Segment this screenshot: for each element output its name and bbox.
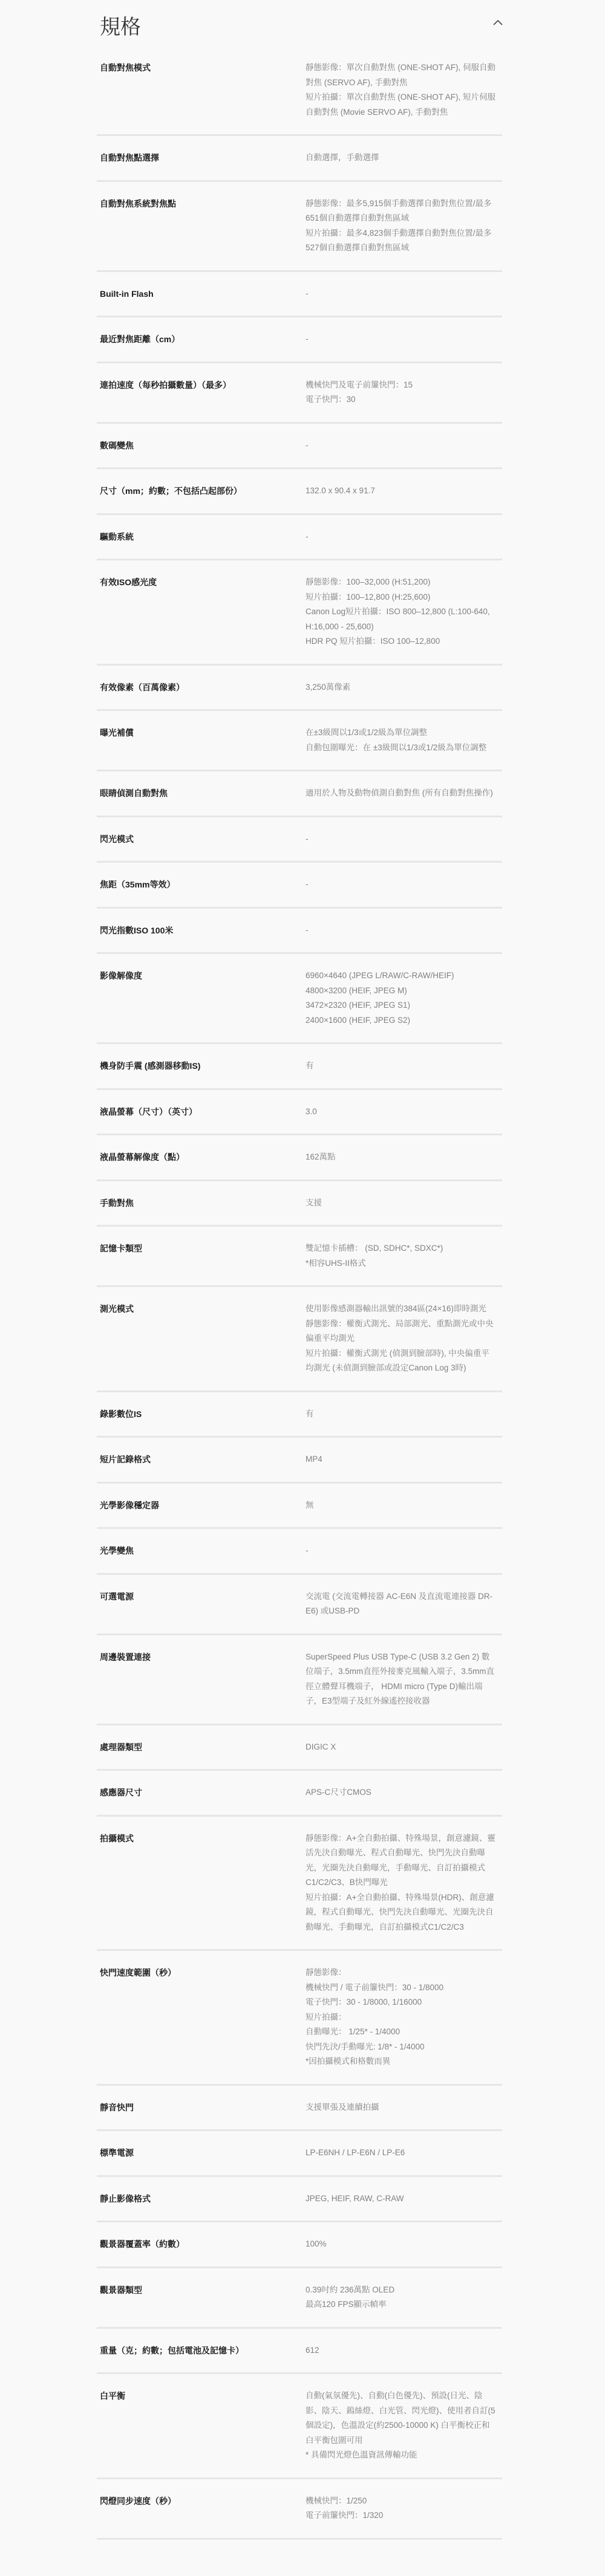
spec-row xyxy=(97,136,502,182)
spec-value xyxy=(306,1452,502,1467)
spec-value xyxy=(306,968,502,1028)
spec-label: 焦距（35mm等效） xyxy=(100,880,175,889)
spec-label: 手動對焦 xyxy=(100,1198,134,1208)
spec-value-line: 雙記憶卡插槽： (SD, SDHC*, SDXC*) xyxy=(306,1244,443,1253)
spec-value xyxy=(306,725,502,755)
spec-label: 機身防手震 (感測器移動IS) xyxy=(100,1061,201,1071)
spec-label: 自動對焦點選擇 xyxy=(100,153,159,163)
spec-label: Built-in Flash xyxy=(100,288,154,299)
spec-value-line: 機械快門：1/250 xyxy=(306,2496,367,2505)
spec-label: 短片記錄格式 xyxy=(100,1455,151,1464)
spec-label: 測光模式 xyxy=(100,1304,134,1314)
spec-label: 標準電源 xyxy=(100,2148,134,2158)
spec-value xyxy=(306,151,502,166)
spec-value xyxy=(306,2389,502,2463)
spec-label: 感應器尺寸 xyxy=(100,1788,142,1797)
spec-value-line: 0.39吋約 236萬點 OLED xyxy=(306,2285,395,2294)
spec-value-line: 612 xyxy=(306,2345,319,2355)
spec-row xyxy=(97,1575,502,1635)
spec-value-line: 短片拍攝： xyxy=(306,2012,347,2022)
spec-value xyxy=(306,786,502,801)
spec-label: 閃燈同步速度（秒） xyxy=(100,2496,176,2506)
spec-value-line: - xyxy=(306,925,309,935)
spec-value xyxy=(306,287,502,302)
spec-value xyxy=(306,1543,502,1559)
spec-row xyxy=(97,1817,502,1951)
spec-label: 最近對焦距離（cm） xyxy=(100,334,180,344)
spec-value-line: 支援 xyxy=(306,1198,322,1207)
spec-value-line: 短片拍攝：最多4,823個手動選擇自動對焦位置/最多527個自動選擇自動對焦區域 xyxy=(306,228,492,252)
spec-row xyxy=(97,2086,502,2132)
spec-row xyxy=(97,1044,502,1090)
spec-value xyxy=(306,332,502,347)
spec-value-line: 靜態影像： xyxy=(306,1968,347,1977)
spec-label: 閃光模式 xyxy=(100,834,134,844)
spec-value xyxy=(306,2100,502,2115)
spec-table xyxy=(97,60,502,2540)
spec-row xyxy=(97,1771,502,1817)
spec-value-line: 3472×2320 (HEIF, JPEG S1) xyxy=(306,1001,410,1010)
spec-value-line: 支援單張及連續拍攝 xyxy=(306,2102,379,2112)
spec-label: 有效像素（百萬像素） xyxy=(100,682,185,692)
spec-value xyxy=(306,1302,502,1376)
spec-value-line: JPEG, HEIF, RAW, C-RAW xyxy=(306,2193,404,2203)
spec-value-line: 短片拍攝：100–12,800 (H:25,600) xyxy=(306,592,431,602)
chevron-up-icon xyxy=(492,19,503,26)
spec-value-line: DIGIC X xyxy=(306,1742,336,1751)
spec-value xyxy=(306,60,502,120)
spec-value-line: 短片拍攝：權衡式測光 (偵測到臉部時), 中央偏重平均測光 (未偵測到臉部或設定Canon Log 3時) xyxy=(306,1348,489,1372)
spec-value-line: 最高120 FPS顯示幀率 xyxy=(306,2300,387,2309)
spec-value-line: 自動包圍曝光：在 ±3級間以1/3或1/2級為單位調整 xyxy=(306,742,487,752)
spec-row xyxy=(97,1227,502,1287)
spec-label: 曝光補償 xyxy=(100,728,134,738)
spec-label: 影像解像度 xyxy=(100,971,142,981)
spec-value xyxy=(306,575,502,649)
spec-value-line: 短片拍攝：A+全自動拍攝、特殊場景(HDR)、創意濾鏡，程式自動曝光、快門先決自動曝光、光圈先決自動曝光、手動曝光，自訂拍攝模式C1/C2/C3 xyxy=(306,1892,494,1932)
spec-value-line: 短片拍攝：單次自動對焦 (ONE-SHOT AF), 短片伺服自動對焦 (Movie SERVO AF), 手動對焦 xyxy=(306,92,496,117)
spec-value-line: *相容UHS-II格式 xyxy=(306,1258,366,1268)
spec-label: 數碼變焦 xyxy=(100,440,134,450)
spec-value-line: 電子快門：30 - 1/8000, 1/16000 xyxy=(306,1997,422,2007)
spec-row xyxy=(97,2177,502,2223)
spec-value xyxy=(306,196,502,256)
spec-label: 液晶螢幕（尺寸）（英寸） xyxy=(100,1106,197,1117)
spec-value-line: 6960×4640 (JPEG L/RAW/C-RAW/HEIF) xyxy=(306,971,454,980)
spec-row xyxy=(97,272,502,318)
spec-value-line: 自動(氣氛優先)、自動(白色優先)、預設(日光、陰影、陰天、鎢絲燈、白光管、閃光燈)、使用者自訂(5個設定)，色溫設定(約2500-10000 K) 白平衡校正和白平衡包圍可用 xyxy=(306,2391,495,2445)
spec-value-line: SuperSpeed Plus USB Type-C (USB 3.2 Gen 2) 數位端子，3.5mm直徑外接麥克風輸入端子，3.5mm直徑立體聲耳機端子， HDMI micro (Type D)輸出端子，E3型端子及紅外線遙控接收器 xyxy=(306,1652,495,1705)
spec-value-line: 靜態影像：A+全自動拍攝、特殊場景，創意濾鏡、靈活先決自動曝光、程式自動曝光、快門先決自動曝光，光圈先決自動曝光，手動曝光、自訂拍攝模式C1/C2/C3、B快門曝光 xyxy=(306,1833,495,1887)
spec-value-line: 靜態影像：單次自動對焦 (ONE-SHOT AF), 伺服自動對焦 (SERVO AF), 手動對焦 xyxy=(306,63,496,87)
spec-value-line: 電子快門：30 xyxy=(306,395,356,404)
spec-value-line: 自動選擇，手動選擇 xyxy=(306,153,379,162)
spec-value-line: 在±3級間以1/3或1/2級為單位調整 xyxy=(306,728,427,737)
spec-row xyxy=(97,2329,502,2375)
spec-value-line: LP-E6NH / LP-E6N / LP-E6 xyxy=(306,2148,405,2157)
spec-row xyxy=(97,363,502,424)
spec-value xyxy=(306,1650,502,1709)
spec-value xyxy=(306,832,502,847)
spec-value-line: 適用於人物及動物偵測自動對焦 (所有自動對焦操作) xyxy=(306,788,493,797)
spec-value-line: 交流電 (交流電轉接器 AC-E6N 及直流電連接器 DR-E6) 或USB-PD xyxy=(306,1591,493,1615)
spec-label: 靜音快門 xyxy=(100,2102,134,2112)
collapse-button[interactable] xyxy=(489,13,507,31)
spec-row xyxy=(97,2268,502,2329)
spec-value-line: - xyxy=(306,880,309,889)
spec-value-line: 靜態影像：100–32,000 (H:51,200) xyxy=(306,577,431,586)
spec-value-line: 機械快門 / 電子前簾快門：30 - 1/8000 xyxy=(306,1982,444,1992)
spec-value-line: *因拍攝模式和格數而異 xyxy=(306,2057,391,2066)
spec-row xyxy=(97,2131,502,2177)
spec-label: 自動對焦系統對焦點 xyxy=(100,198,176,209)
spec-value-line: APS-C尺寸CMOS xyxy=(306,1788,371,1797)
spec-row xyxy=(97,1135,502,1181)
spec-value-line: 自動曝光： 1/25* - 1/4000 xyxy=(306,2027,401,2036)
spec-value xyxy=(306,680,502,695)
spec-value-line: Canon Log短片拍攝：ISO 800–12,800 (L:100-640, H:16,000 - 25,600) xyxy=(306,607,490,631)
spec-row xyxy=(97,1529,502,1575)
spec-label: 有效ISO感光度 xyxy=(100,577,157,587)
spec-value xyxy=(306,1150,502,1165)
spec-row xyxy=(97,515,502,561)
spec-row xyxy=(97,1287,502,1392)
spec-value xyxy=(306,1831,502,1935)
spec-label: 觀景器類型 xyxy=(100,2285,142,2295)
spec-row xyxy=(97,1484,502,1530)
spec-value xyxy=(306,2283,502,2312)
spec-row xyxy=(97,2374,502,2479)
spec-row xyxy=(97,317,502,363)
spec-value-line: - xyxy=(306,834,309,843)
spec-value xyxy=(306,1407,502,1422)
section-header xyxy=(0,0,605,60)
spec-value-line: MP4 xyxy=(306,1455,322,1464)
spec-value-line: 3.0 xyxy=(306,1106,317,1116)
spec-value-line: 電子前簾快門：1/320 xyxy=(306,2511,384,2520)
spec-value xyxy=(306,1498,502,1513)
spec-row xyxy=(97,1392,502,1438)
spec-label: 光學變焦 xyxy=(100,1546,134,1556)
spec-row xyxy=(97,2222,502,2268)
spec-value xyxy=(306,1965,502,2069)
spec-label: 處理器類型 xyxy=(100,1742,142,1752)
spec-row xyxy=(97,560,502,666)
spec-value-line: 有 xyxy=(306,1409,314,1418)
spec-label: 白平衡 xyxy=(100,2391,125,2401)
spec-row xyxy=(97,666,502,712)
spec-value-line: 快門先決/手動曝光: 1/8* - 1/4000 xyxy=(306,2042,425,2051)
spec-row xyxy=(97,424,502,470)
spec-value xyxy=(306,530,502,545)
spec-value xyxy=(306,1196,502,1211)
spec-value xyxy=(306,2343,502,2358)
spec-row xyxy=(97,1181,502,1227)
spec-value-line: 3,250萬像素 xyxy=(306,682,351,692)
spec-value-line: 2400×1600 (HEIF, JPEG S2) xyxy=(306,1015,410,1025)
spec-value-line: 100% xyxy=(306,2239,327,2248)
spec-value-line: 靜態影像：最多5,915個手動選擇自動對焦位置/最多651個自動選擇自動對焦區域 xyxy=(306,198,492,222)
spec-value xyxy=(306,923,502,938)
spec-label: 記憶卡類型 xyxy=(100,1244,142,1253)
spec-label: 重量（克；約數；包括電池及記憶卡） xyxy=(100,2345,244,2355)
spec-row xyxy=(97,1438,502,1484)
spec-value-line: 靜態影像：權衡式測光、局部測光、重點測光或中央偏重平均測光 xyxy=(306,1319,494,1343)
spec-value xyxy=(306,1740,502,1755)
spec-row xyxy=(97,469,502,515)
spec-row xyxy=(97,60,502,136)
spec-label: 自動對焦模式 xyxy=(100,63,151,73)
spec-row xyxy=(97,1725,502,1771)
spec-row xyxy=(97,863,502,909)
spec-label: 周邊裝置連接 xyxy=(100,1652,151,1662)
spec-value xyxy=(306,438,502,453)
spec-value xyxy=(306,1059,502,1074)
spec-value-line: 132.0 x 90.4 x 91.7 xyxy=(306,486,375,495)
spec-value-line: 有 xyxy=(306,1061,314,1070)
spec-label: 拍攝模式 xyxy=(100,1833,134,1843)
spec-value-line: 162萬點 xyxy=(306,1152,336,1161)
spec-value-line: 無 xyxy=(306,1500,314,1510)
spec-row xyxy=(97,1090,502,1136)
spec-value xyxy=(306,2146,502,2161)
spec-label: 觀景器覆蓋率（約數） xyxy=(100,2239,185,2249)
spec-value-line: - xyxy=(306,334,309,343)
spec-row xyxy=(97,954,502,1044)
spec-value xyxy=(306,2237,502,2252)
spec-row xyxy=(97,2479,502,2540)
spec-value xyxy=(306,2494,502,2523)
spec-row xyxy=(97,909,502,955)
spec-value-line: HDR PQ 短片拍攝：ISO 100–12,800 xyxy=(306,637,440,646)
spec-value xyxy=(306,1241,502,1271)
spec-label: 連拍速度（每秒拍攝數量）（最多） xyxy=(100,380,231,390)
spec-value-line: 4800×3200 (HEIF, JPEG M) xyxy=(306,985,407,995)
spec-row xyxy=(97,182,502,272)
spec-value-line: - xyxy=(306,1546,309,1555)
spec-row xyxy=(97,1635,502,1725)
spec-value xyxy=(306,484,502,499)
spec-row xyxy=(97,1951,502,2086)
spec-value-line: 機械快門及電子前簾快門：15 xyxy=(306,380,413,389)
spec-value xyxy=(306,378,502,407)
spec-value xyxy=(306,2192,502,2207)
spec-label: 閃光指數ISO 100米 xyxy=(100,925,174,935)
spec-row xyxy=(97,771,502,817)
spec-value-line: - xyxy=(306,288,309,298)
spec-value-line: * 具備閃光燈色溫資訊傳輸功能 xyxy=(306,2450,417,2459)
spec-label: 光學影像穩定器 xyxy=(100,1500,159,1510)
spec-label: 靜止影像格式 xyxy=(100,2193,151,2204)
spec-value xyxy=(306,877,502,892)
section-title: 規格 xyxy=(100,16,141,39)
spec-row xyxy=(97,817,502,863)
spec-label: 液晶螢幕解像度（點） xyxy=(100,1152,185,1162)
spec-label: 驅動系統 xyxy=(100,531,134,542)
spec-label: 快門速度範圍（秒） xyxy=(100,1968,176,1977)
spec-label: 眼睛偵測自動對焦 xyxy=(100,788,168,798)
spec-value xyxy=(306,1105,502,1120)
spec-label: 可選電源 xyxy=(100,1591,134,1601)
spec-label: 錄影數位IS xyxy=(100,1409,142,1419)
spec-label: 尺寸（mm；約數；不包括凸起部份） xyxy=(100,486,242,496)
spec-value-line: 使用影像感測器輸出訊號的384區(24×16)即時測光 xyxy=(306,1304,486,1313)
spec-row xyxy=(97,711,502,771)
spec-value-line: - xyxy=(306,440,309,450)
spec-value xyxy=(306,1589,502,1619)
spec-value xyxy=(306,1785,502,1800)
spec-value-line: - xyxy=(306,531,309,541)
